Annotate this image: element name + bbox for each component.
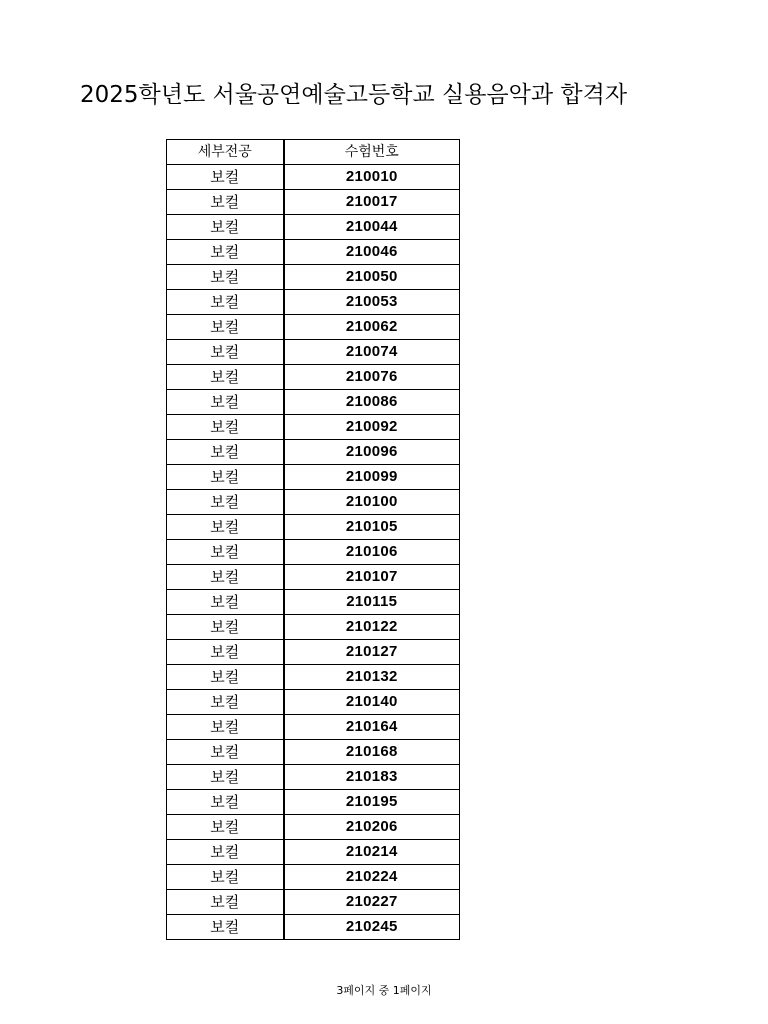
cell-exam-number: 210227 xyxy=(284,890,460,915)
cell-major: 보컬 xyxy=(167,690,284,715)
cell-exam-number: 210076 xyxy=(284,365,460,390)
page-footer-pagination: 3페이지 중 1페이지 xyxy=(336,984,432,997)
table-row xyxy=(167,690,460,715)
cell-major: 보컬 xyxy=(167,390,284,415)
table-row xyxy=(167,290,460,315)
cell-major: 보컬 xyxy=(167,165,284,190)
cell-major: 보컬 xyxy=(167,640,284,665)
cell-major: 보컬 xyxy=(167,565,284,590)
cell-major: 보컬 xyxy=(167,740,284,765)
table-row xyxy=(167,615,460,640)
cell-major: 보컬 xyxy=(167,865,284,890)
results-table xyxy=(166,139,460,940)
cell-exam-number: 210224 xyxy=(284,865,460,890)
table-header-row xyxy=(167,140,460,165)
cell-exam-number: 210099 xyxy=(284,465,460,490)
cell-exam-number: 210195 xyxy=(284,790,460,815)
cell-exam-number: 210086 xyxy=(284,390,460,415)
table-row xyxy=(167,390,460,415)
cell-major: 보컬 xyxy=(167,365,284,390)
cell-exam-number: 210106 xyxy=(284,540,460,565)
cell-major: 보컬 xyxy=(167,815,284,840)
cell-exam-number: 210050 xyxy=(284,265,460,290)
table-row xyxy=(167,790,460,815)
cell-exam-number: 210127 xyxy=(284,640,460,665)
cell-exam-number: 210245 xyxy=(284,915,460,940)
cell-exam-number: 210053 xyxy=(284,290,460,315)
table-row xyxy=(167,215,460,240)
cell-exam-number: 210183 xyxy=(284,765,460,790)
table-row xyxy=(167,440,460,465)
cell-exam-number: 210046 xyxy=(284,240,460,265)
table-row xyxy=(167,765,460,790)
table-row xyxy=(167,840,460,865)
cell-major: 보컬 xyxy=(167,665,284,690)
table-row xyxy=(167,465,460,490)
cell-exam-number: 210214 xyxy=(284,840,460,865)
cell-exam-number: 210115 xyxy=(284,590,460,615)
table-row xyxy=(167,265,460,290)
table-row xyxy=(167,815,460,840)
cell-major: 보컬 xyxy=(167,265,284,290)
table-row xyxy=(167,240,460,265)
cell-major: 보컬 xyxy=(167,715,284,740)
cell-major: 보컬 xyxy=(167,340,284,365)
cell-major: 보컬 xyxy=(167,315,284,340)
cell-major: 보컬 xyxy=(167,465,284,490)
table-row xyxy=(167,665,460,690)
column-header-exam-number: 수험번호 xyxy=(284,140,460,165)
table-row xyxy=(167,190,460,215)
table-row xyxy=(167,365,460,390)
cell-exam-number: 210062 xyxy=(284,315,460,340)
cell-exam-number: 210074 xyxy=(284,340,460,365)
table-row xyxy=(167,640,460,665)
table-row xyxy=(167,165,460,190)
cell-major: 보컬 xyxy=(167,615,284,640)
cell-exam-number: 210105 xyxy=(284,515,460,540)
cell-major: 보컬 xyxy=(167,190,284,215)
cell-exam-number: 210107 xyxy=(284,565,460,590)
cell-exam-number: 210092 xyxy=(284,415,460,440)
table-row xyxy=(167,315,460,340)
cell-major: 보컬 xyxy=(167,790,284,815)
cell-major: 보컬 xyxy=(167,515,284,540)
cell-exam-number: 210010 xyxy=(284,165,460,190)
column-header-major: 세부전공 xyxy=(167,140,284,165)
table-row xyxy=(167,865,460,890)
table-row xyxy=(167,515,460,540)
table-row xyxy=(167,340,460,365)
cell-exam-number: 210164 xyxy=(284,715,460,740)
cell-exam-number: 210206 xyxy=(284,815,460,840)
cell-exam-number: 210140 xyxy=(284,690,460,715)
cell-major: 보컬 xyxy=(167,415,284,440)
cell-exam-number: 210017 xyxy=(284,190,460,215)
table-row xyxy=(167,890,460,915)
cell-exam-number: 210044 xyxy=(284,215,460,240)
table-row xyxy=(167,565,460,590)
table-row xyxy=(167,540,460,565)
cell-major: 보컬 xyxy=(167,440,284,465)
cell-exam-number: 210132 xyxy=(284,665,460,690)
cell-exam-number: 210168 xyxy=(284,740,460,765)
table-row xyxy=(167,415,460,440)
cell-major: 보컬 xyxy=(167,890,284,915)
table-row xyxy=(167,740,460,765)
cell-major: 보컬 xyxy=(167,915,284,940)
table-row xyxy=(167,590,460,615)
cell-major: 보컬 xyxy=(167,765,284,790)
table-row xyxy=(167,915,460,940)
cell-major: 보컬 xyxy=(167,840,284,865)
cell-major: 보컬 xyxy=(167,290,284,315)
table-row xyxy=(167,490,460,515)
cell-major: 보컬 xyxy=(167,490,284,515)
cell-major: 보컬 xyxy=(167,540,284,565)
cell-major: 보컬 xyxy=(167,590,284,615)
table-row xyxy=(167,715,460,740)
cell-major: 보컬 xyxy=(167,240,284,265)
cell-exam-number: 210096 xyxy=(284,440,460,465)
cell-exam-number: 210122 xyxy=(284,615,460,640)
table-body xyxy=(167,165,460,940)
cell-exam-number: 210100 xyxy=(284,490,460,515)
page-title: 2025학년도 서울공연예술고등학교 실용음악과 합격자 xyxy=(80,82,628,108)
cell-major: 보컬 xyxy=(167,215,284,240)
